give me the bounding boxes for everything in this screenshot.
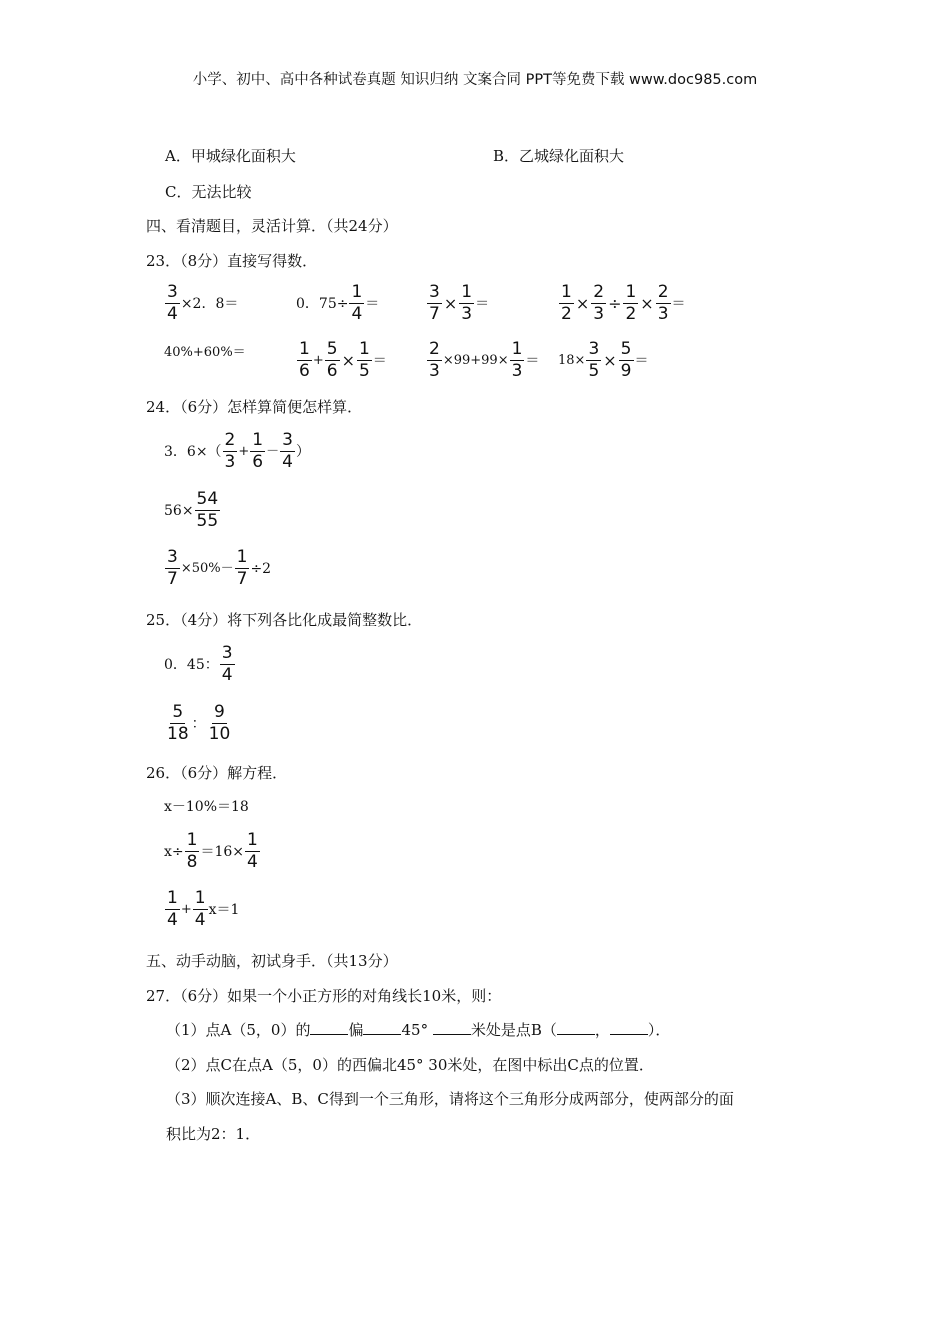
- q23-title: 23．（8分）直接写得数．: [146, 252, 318, 270]
- q23-expr-3: [426, 284, 489, 323]
- denominator: 55: [196, 511, 219, 531]
- fraction: [193, 890, 208, 929]
- fraction: [250, 432, 265, 471]
- numerator: 3: [429, 282, 440, 302]
- expression-text: +: [238, 444, 250, 459]
- text-segment: 偏: [348, 1021, 364, 1039]
- numerator: 3: [282, 430, 293, 450]
- numerator: 1: [625, 282, 637, 302]
- fraction: [559, 284, 574, 323]
- section-5-heading: 五、动手动脑，初试身手．（共13分）: [146, 952, 398, 970]
- expression-text: ＝: [365, 295, 380, 312]
- q27-title: 27．（6分）如果一个小正方形的对角线长10米，则：: [146, 987, 502, 1005]
- option-a: A．甲城绿化面积大: [165, 147, 296, 165]
- denominator: 4: [167, 910, 178, 930]
- expression-text: ×99+99×: [442, 353, 509, 368]
- expression-text: ×: [640, 293, 654, 313]
- denominator: 6: [326, 361, 338, 381]
- expression-text: 18×: [558, 353, 586, 368]
- q26-title: 26．（6分）解方程．: [146, 764, 288, 782]
- fraction: [220, 645, 235, 684]
- numerator: 2: [224, 430, 236, 450]
- expression-text: x＝1: [208, 901, 240, 918]
- denominator: 4: [167, 304, 178, 324]
- denominator: 2: [625, 304, 637, 324]
- answer-blank[interactable]: [363, 1020, 401, 1035]
- q27-part-3-line-1: （3）顺次连接A、B、C得到一个三角形，请将这个三角形分成两部分，使两部分的面: [166, 1090, 734, 1108]
- numerator: 1: [351, 282, 363, 302]
- denominator: 3: [593, 304, 605, 324]
- numerator: 1: [252, 430, 264, 450]
- expression-text: ×: [603, 350, 617, 370]
- denominator: 8: [186, 852, 198, 872]
- numerator: 1: [236, 547, 248, 567]
- q23-expr-7: [426, 341, 539, 380]
- q24-expr-1: [164, 432, 310, 471]
- numerator: 1: [247, 830, 258, 850]
- numerator: 3: [167, 547, 178, 567]
- fraction: [195, 491, 221, 530]
- numerator: 3: [588, 339, 600, 359]
- denominator: 9: [620, 361, 632, 381]
- expression-text: +: [180, 902, 192, 917]
- denominator: 4: [351, 304, 363, 324]
- q25-expr-1: [164, 645, 236, 684]
- text-segment: ）．: [647, 1021, 671, 1039]
- text-segment: ，: [594, 1021, 610, 1039]
- denominator: 3: [224, 452, 236, 472]
- q27-part-3-line-2: 积比为2：1．: [166, 1125, 261, 1143]
- denominator: 4: [221, 665, 233, 685]
- denominator: 6: [299, 361, 310, 381]
- q23-expr-4: [558, 284, 686, 323]
- expression-text: 56×: [164, 502, 194, 519]
- q23-expr-2: [296, 284, 379, 323]
- q26-equation-1: x－10%＝18: [164, 799, 249, 815]
- fraction: [325, 341, 340, 380]
- answer-blank[interactable]: [433, 1020, 471, 1035]
- numerator: 1: [358, 339, 370, 359]
- numerator: 5: [620, 339, 632, 359]
- answer-blank[interactable]: [610, 1020, 648, 1035]
- q24-expr-3: [164, 549, 271, 588]
- expression-text: 0．45：: [164, 656, 219, 673]
- q24-expr-2: [164, 491, 221, 530]
- fraction: [165, 890, 180, 929]
- expression-text: ＝: [525, 352, 540, 369]
- expression-text: ＝: [372, 352, 387, 369]
- expression-text: ：: [191, 715, 206, 732]
- fraction: [165, 284, 180, 323]
- answer-blank[interactable]: [557, 1020, 595, 1035]
- denominator: 6: [252, 452, 264, 472]
- fraction: [619, 341, 634, 380]
- fraction: [223, 432, 238, 471]
- denominator: 7: [429, 304, 440, 324]
- expression-text: ＝: [475, 295, 490, 312]
- numerator: 5: [172, 702, 184, 722]
- text-segment: 米处是点B（: [470, 1021, 557, 1039]
- numerator: 1: [299, 339, 310, 359]
- q24-title: 24．（6分）怎样算简便怎样算．: [146, 398, 363, 416]
- denominator: 3: [657, 304, 669, 324]
- fraction: [297, 341, 312, 380]
- expression-text: －: [266, 444, 280, 459]
- q26-equation-2: [164, 832, 261, 871]
- denominator: 3: [461, 304, 473, 324]
- denominator: 4: [282, 452, 293, 472]
- fraction: [165, 704, 191, 743]
- expression-text: ×: [341, 350, 355, 370]
- fraction: [165, 549, 180, 588]
- numerator: 3: [167, 282, 178, 302]
- fraction: [235, 549, 250, 588]
- denominator: 7: [236, 569, 248, 589]
- fraction: [591, 284, 606, 323]
- numerator: 1: [461, 282, 473, 302]
- q26-equation-3: [164, 890, 239, 929]
- expression-text: ×: [575, 293, 590, 313]
- q23-expr-8: [558, 341, 649, 380]
- expression-text: ×50%－: [180, 561, 234, 576]
- denominator: 10: [208, 724, 231, 744]
- answer-blank[interactable]: [310, 1020, 348, 1035]
- expression-text: ＝: [634, 352, 649, 369]
- numerator: 1: [186, 830, 198, 850]
- expression-text: +: [312, 353, 324, 368]
- option-b: B．乙城绿化面积大: [493, 147, 625, 165]
- text-segment: 45°: [401, 1021, 429, 1039]
- fraction: [427, 284, 442, 323]
- expression-text: ÷2: [250, 560, 272, 577]
- q23-expr-5: [164, 342, 246, 362]
- fraction: [656, 284, 671, 323]
- fraction: [280, 432, 295, 471]
- numerator: 1: [561, 282, 572, 302]
- denominator: 3: [511, 361, 523, 381]
- expression-text: ＝16×: [200, 843, 245, 860]
- numerator: 54: [196, 489, 219, 509]
- expression-text: 3．6×（: [164, 443, 222, 460]
- numerator: 1: [194, 888, 206, 908]
- fraction: [207, 704, 233, 743]
- denominator: 5: [358, 361, 370, 381]
- fraction: [427, 341, 442, 380]
- numerator: 1: [167, 888, 178, 908]
- expression-text: ）: [295, 443, 310, 460]
- numerator: 2: [593, 282, 605, 302]
- q27-part-2: （2）点C在点A（5，0）的西偏北45° 30米处，在图中标出C点的位置．: [166, 1056, 654, 1074]
- fraction: [623, 284, 638, 323]
- expression-text: 0．75÷: [296, 295, 349, 312]
- numerator: 9: [214, 702, 225, 722]
- section-4-heading: 四、看清题目，灵活计算．（共24分）: [146, 217, 398, 235]
- numerator: 3: [221, 643, 233, 663]
- denominator: 3: [429, 361, 440, 381]
- expression-text: ÷: [608, 293, 622, 313]
- expression-text: 40%+60%＝: [164, 344, 246, 360]
- numerator: 2: [429, 339, 440, 359]
- fraction: [510, 341, 525, 380]
- page-header: 小学、初中、高中各种试卷真题 知识归纳 文案合同 PPT等免费下载 www.doc985.com: [192, 72, 758, 88]
- fraction: [185, 832, 200, 871]
- denominator: 4: [247, 852, 258, 872]
- denominator: 4: [194, 910, 206, 930]
- fraction: [459, 284, 474, 323]
- numerator: 1: [511, 339, 523, 359]
- expression-text: x÷: [164, 843, 184, 860]
- numerator: 2: [657, 282, 669, 302]
- fraction: [349, 284, 364, 323]
- denominator: 7: [167, 569, 178, 589]
- text-segment: （1）点A（5，0）的: [166, 1021, 311, 1039]
- denominator: 2: [561, 304, 572, 324]
- numerator: 5: [326, 339, 338, 359]
- option-c: C．无法比较: [165, 183, 252, 201]
- q23-expr-1: [164, 284, 238, 323]
- fraction: [357, 341, 372, 380]
- q25-title: 25．（4分）将下列各比化成最简整数比．: [146, 611, 423, 629]
- denominator: 18: [167, 724, 189, 744]
- fraction: [586, 341, 601, 380]
- fraction: [245, 832, 260, 871]
- denominator: 5: [588, 361, 600, 381]
- expression-text: ×2．8＝: [180, 295, 239, 312]
- expression-text: ＝: [671, 295, 686, 312]
- q23-expr-6: [296, 341, 387, 380]
- q25-expr-2: [164, 704, 233, 743]
- q27-part-1: [166, 1020, 670, 1040]
- expression-text: ×: [443, 293, 458, 313]
